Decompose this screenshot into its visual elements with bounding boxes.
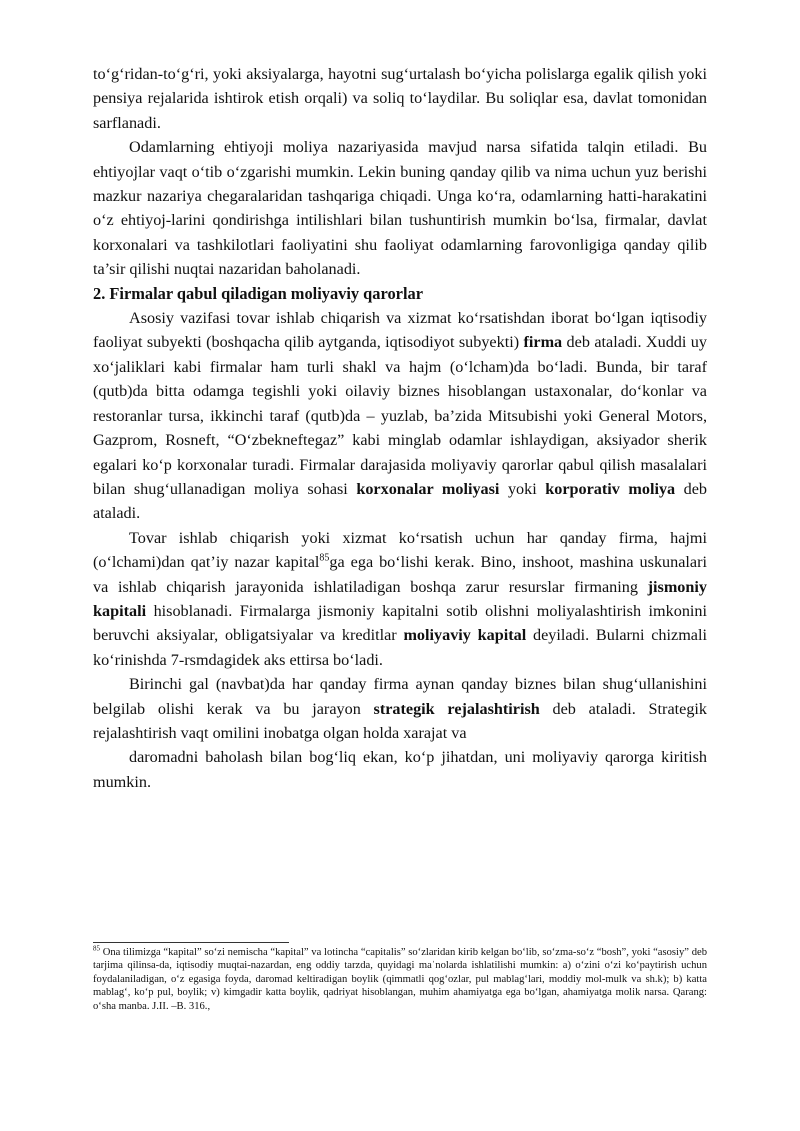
p3-text-a: Asosiy vazifasi tovar ishlab chiqarish va xizmat ko‘rsatishdan iborat bo‘lgan iqtisodiy faoliyat subyekti (boshqacha qilib aytganda, iqtisodiyot subyekti) — [93, 309, 707, 352]
term-korporativ-moliya: korporativ moliya — [545, 479, 676, 498]
p3-text-c: deb ataladi. Xuddi uy xo‘jaliklari kabi firmalar ham turli shakl va hajm (o‘lcham)da bo‘ladi. Bunda, bir taraf (qutb)da bitta odamga tegishli yoki oilaviy biznes hisoblangan ustaxonalar, do‘konlar va restoranlar tursa, ikkinchi taraf (qutb)da – yuzlab, ba’zida Mitsubishi yoki General Motors, Gazprom, Rosneft, “O‘zbekneftegaz” kabi minglab odamlar ishlaydigan, aksiyador sherik egalari ko‘p korxonalar turadi. Firmalar darajasida moliyaviy qarorlar qabul qilish masalalari bilan shug‘ullanadigan moliya sohasi — [93, 333, 707, 498]
p3-text-e: yoki — [499, 479, 546, 498]
paragraph-4 — [93, 526, 707, 672]
footnote-text: Ona tilimizga “kapital” so‘zi nemischa “kapital” va lotincha “capitalis” so‘zlaridan kirib kelgan bo‘lib, so‘zma-so‘z “bosh”, yoki “asosiy” deb tarjima qilinsa-da, iqtisodiy muqtai-nazardan, eng oddiy tarzda, quyidagi maˈnolarda ishlatilishi mumkin: a) o‘zini o‘zi ko‘paytirish uchun foydalaniladigan, o‘z egasiga foyda, daromad keltiradigan boylik (qimmatli qog‘ozlar, pul mablag‘lari, moddiy mol-mulk va sh.k); b) katta mablag‘, ko‘p pul, boylik; v) kimgadir katta boylik, qadriyat hisoblangan, muhim ahamiyatga ega bo‘lgan, ahamiyatga molik narsa. Qarang: o‘sha manba. J.II. –B. 316., — [93, 947, 707, 1012]
paragraph-5 — [93, 672, 707, 745]
footnote-separator — [93, 942, 289, 943]
p5-text-c: deb ataladi. Strategik rejalashtirish vaqt omilini inobatga olgan holda xarajat va — [93, 699, 707, 742]
p4-text-d: hisoblanadi. Firmalarga jismoniy kapitalni sotib olishni moliyalashtirish imkonini beruvchi aksiyalar, obligatsiyalar va kreditlar — [93, 601, 707, 645]
paragraph-3 — [93, 306, 707, 526]
footnote-reference: 85 — [319, 552, 330, 564]
paragraph-2: Odamlarning ehtiyoji moliya nazariyasida mavjud narsa sifatida talqin etiladi. Bu ehtiyojlar vaqt o‘tib o‘zgarishi mumkin. Lekin buning qanday qilib va nima uchun yuz berishi mazkur nazariya chegaralaridan tashqariga chiqadi. Unga ko‘ra, odamlarning hatti-harakatini o‘z ehtiyoj-larini qondirishga intilishlari bilan tushuntirish mumkin bo‘lsa, firmalar, davlat korxonalari va tashkilotlari faoliyatini shu faoliyat odamlarning farovonligiga qanday qilib ta’sir qilishi nuqtai nazaridan baholanadi. — [93, 138, 707, 279]
p4-text-f: deyiladi. Bularni chizmali ko‘rinishda 7-rsmdagidek aks ettirsa bo‘ladi. — [93, 626, 707, 669]
p4-text-b: ga ega bo‘lishi kerak. Bino, inshoot, mashina uskunalari va ishlab chiqarish jarayonida ishlatiladigan boshqa zarur resurslar firmaning — [93, 553, 707, 596]
footnote-number: 85 — [93, 944, 100, 953]
term-korxonalar-moliyasi: korxonalar moliyasi — [356, 479, 500, 498]
footnote — [93, 946, 707, 1013]
term-jismoniy-kapitali: jismoniy kapitali — [93, 577, 707, 620]
p5-text-a: Birinchi gal (navbat)da har qanday firma aynan qanday biznes bilan shug‘ullanishini belgilab olishi kerak va bu jarayon — [93, 675, 707, 718]
p4-text-a: Tovar ishlab chiqarish yoki xizmat ko‘rsatish uchun har qanday firma, hajmi (o‘lchami)dan qat’iy nazar kapital — [93, 528, 707, 572]
document-body — [93, 62, 707, 794]
section-heading: 2. Firmalar qabul qiladigan moliyaviy qarorlar — [93, 283, 423, 303]
term-firma: firma — [523, 333, 563, 352]
paragraph-1: to‘g‘ridan-to‘g‘ri, yoki aksiyalarga, hayotni sug‘urtalash bo‘yicha polislarga egalik qilish yoki pensiya rejalarida ishtirok etish orqali) va soliq to‘laydilar. Bu soliqlar esa, davlat tomonidan sarflanadi. — [93, 65, 707, 132]
term-moliyaviy-kapital: moliyaviy kapital — [403, 626, 527, 645]
paragraph-6: daromadni baholash bilan bog‘liq ekan, ko‘p jihatdan, uni moliyaviy qarorga kiritish mumkin. — [93, 748, 707, 791]
p3-text-g: deb ataladi. — [93, 479, 708, 523]
term-strategik-rejalashtirish: strategik rejalashtirish — [373, 699, 540, 718]
